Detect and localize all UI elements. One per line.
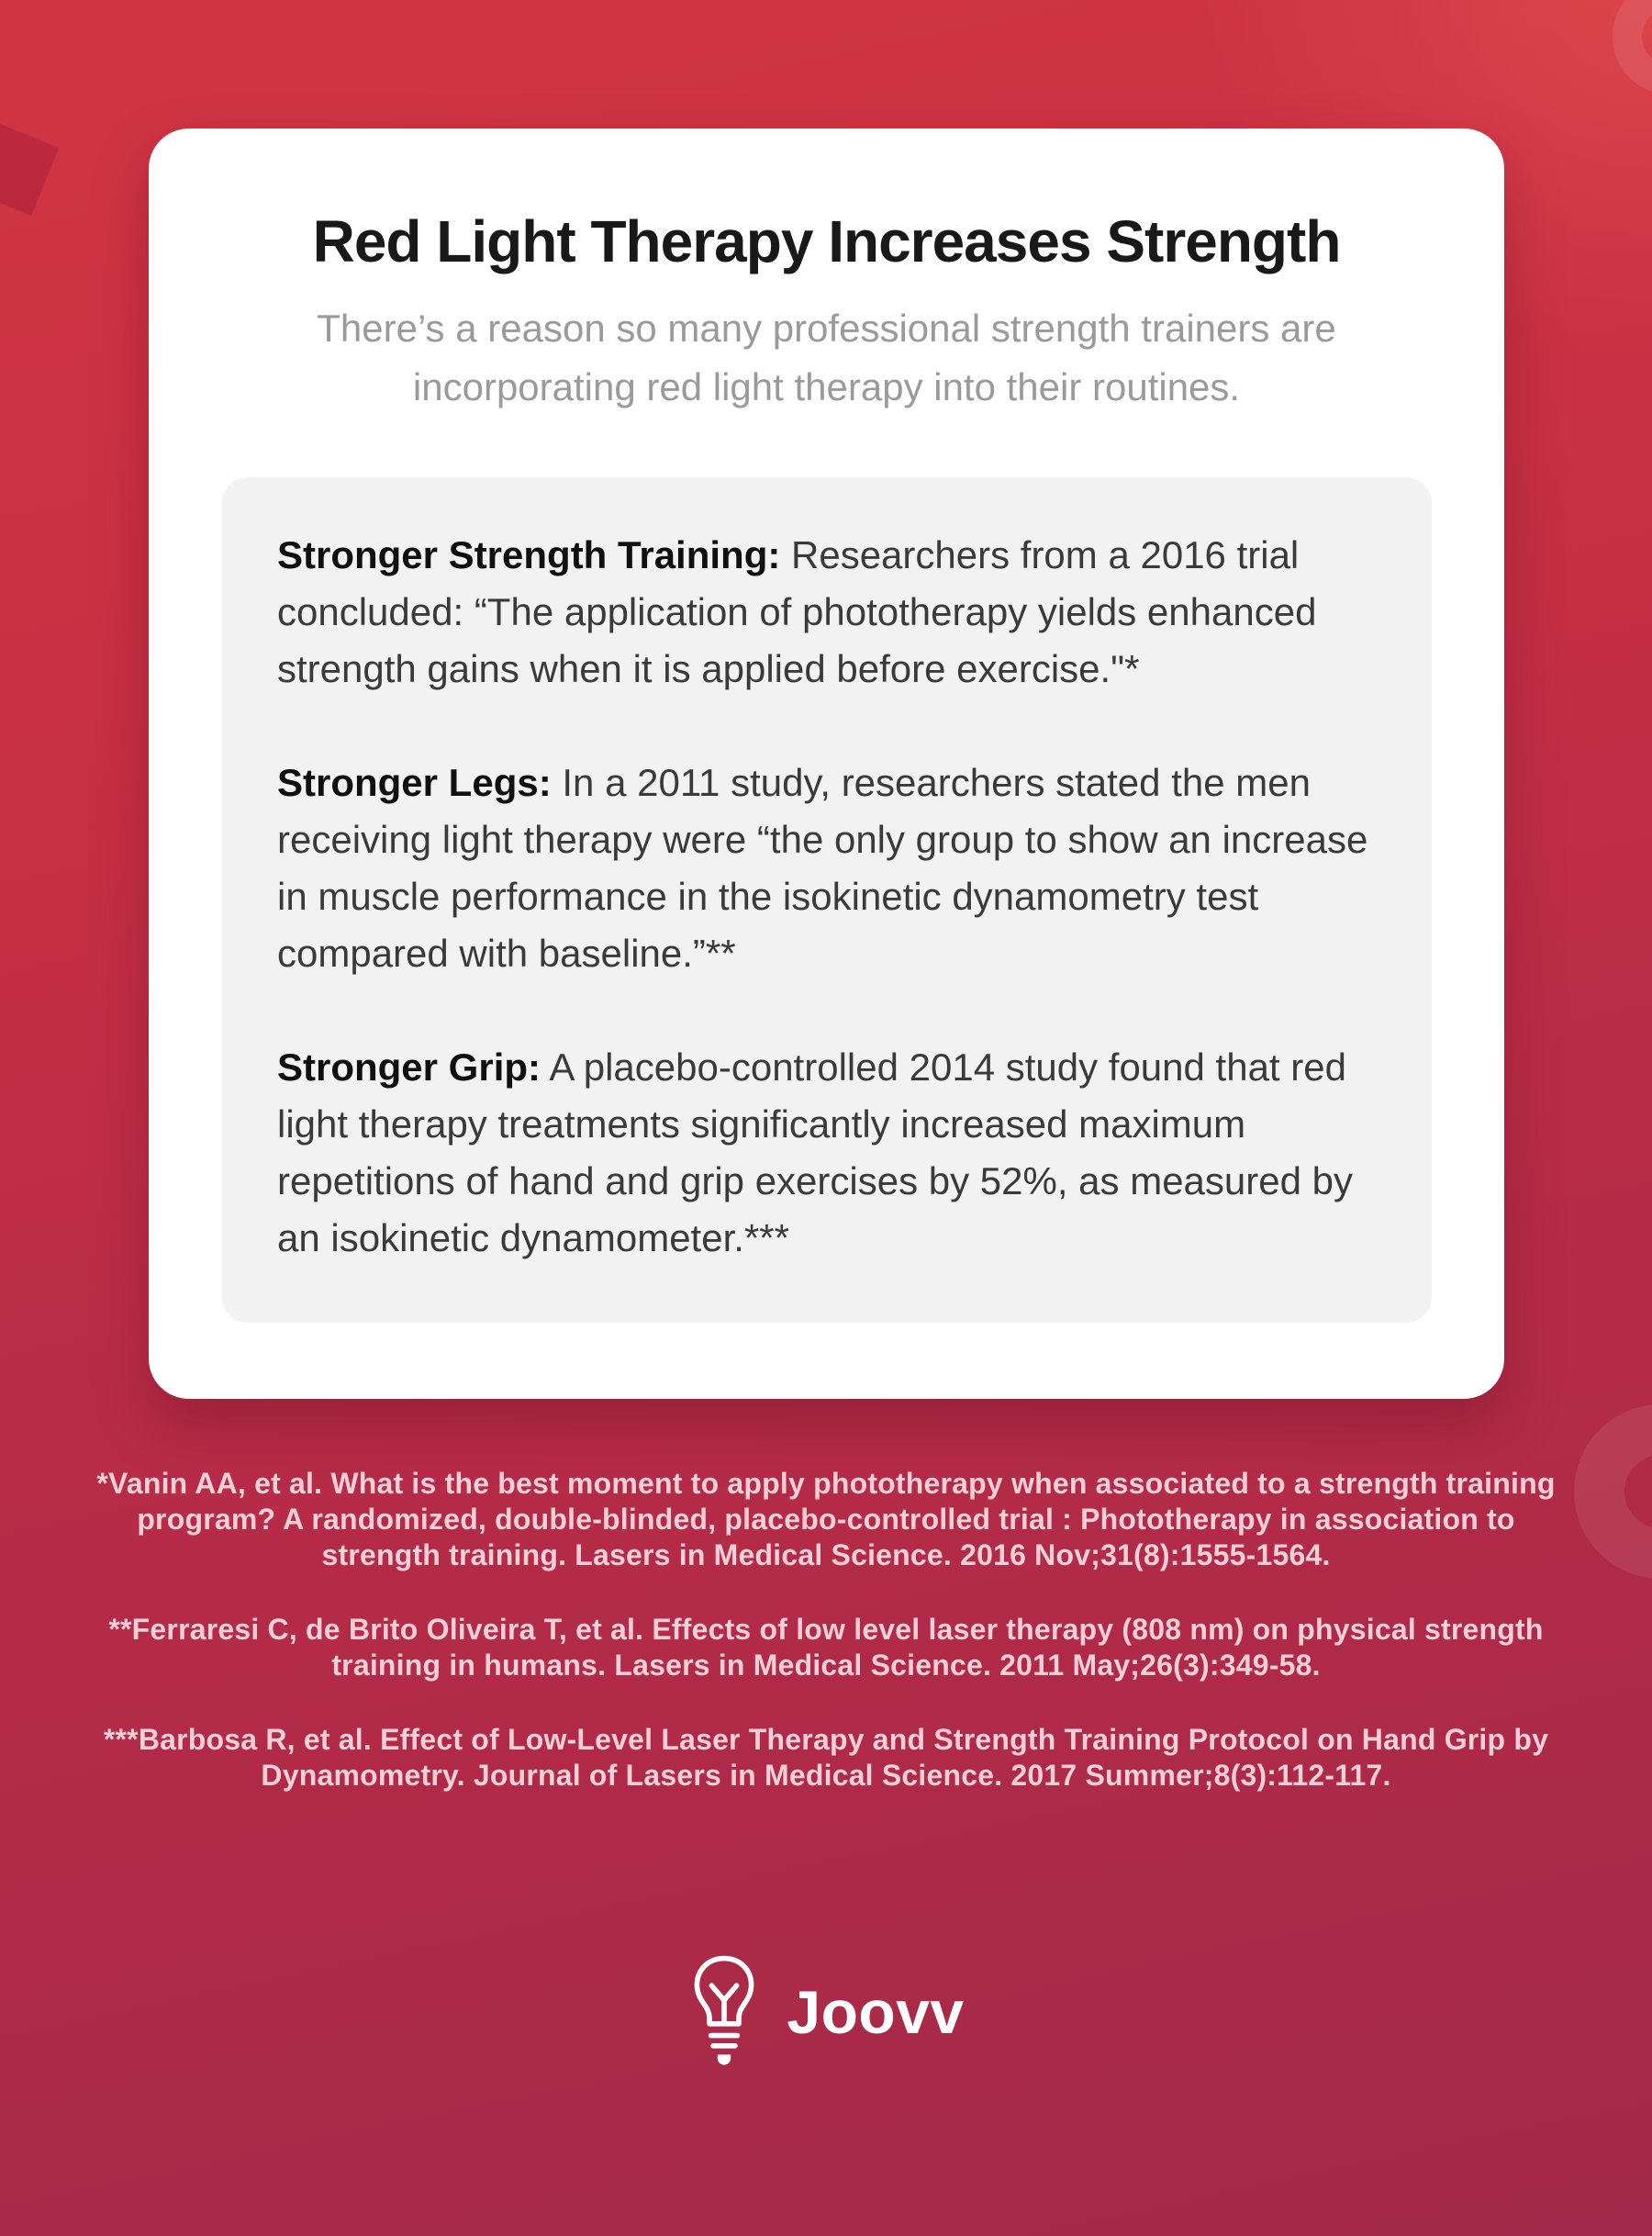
research-item-text: In a 2011 study, researchers stated the men receiving light therapy were “the only group to show an increase in muscle performance in the isokinetic dynamometry test compared with baseline.”**	[277, 761, 1368, 975]
citation-barbosa: ***Barbosa R, et al. Effect of Low-Level Laser Therapy and Strength Training Protocol on Hand Grip by Dynamometry. Journal of Lasers in Medical Science. 2017 Summer;8(3):112-117.	[103, 1723, 1549, 1792]
page-subtitle: There’s a reason so many professional strength trainers are incorporating red light therapy into their routines.	[317, 307, 1336, 408]
research-item-legs	[277, 755, 1377, 982]
decor-square	[0, 120, 59, 216]
brand-name: Joovv	[787, 1978, 965, 2046]
research-item-lead: Stronger Legs:	[277, 761, 552, 804]
research-item-text: A placebo-controlled 2014 study found that red light therapy treatments significantly increased maximum repetitions of hand and grip exercises by 52%, as measured by an isokinetic dynamometer.***	[277, 1045, 1354, 1259]
research-panel	[222, 477, 1432, 1323]
research-item-text: Researchers from a 2016 trial concluded: “The application of phototherapy yields enhanced strength gains when it is applied before exercise."*	[277, 533, 1317, 690]
page-title: Red Light Therapy Increases Strength	[312, 208, 1341, 274]
joovv-logo	[0, 1953, 1652, 2071]
research-item-lead: Stronger Strength Training:	[277, 533, 781, 576]
content-card	[149, 129, 1504, 1399]
decor-ring-right	[1574, 1404, 1652, 1579]
lightbulb-icon	[687, 1953, 761, 2071]
decor-ring-top-right	[1613, 0, 1652, 95]
citation-ferraresi: **Ferraresi C, de Brito Oliveira T, et al. Effects of low level laser therapy (808 nm) on physical strength training in humans. Lasers in Medical Science. 2011 May;26(3):349-58.	[108, 1613, 1544, 1682]
citation-vanin: *Vanin AA, et al. What is the best moment to apply phototherapy when associated to a strength training program? A randomized, double-blinded, placebo-controlled trial : Phototherapy in association to strength training. Lasers in Medical Science. 2016 Nov;31(8):1555-1564.	[96, 1467, 1556, 1571]
citations-section	[83, 1466, 1569, 1832]
research-item-strength-training	[277, 527, 1377, 698]
research-item-grip	[277, 1039, 1377, 1267]
research-item-lead: Stronger Grip:	[277, 1045, 541, 1089]
